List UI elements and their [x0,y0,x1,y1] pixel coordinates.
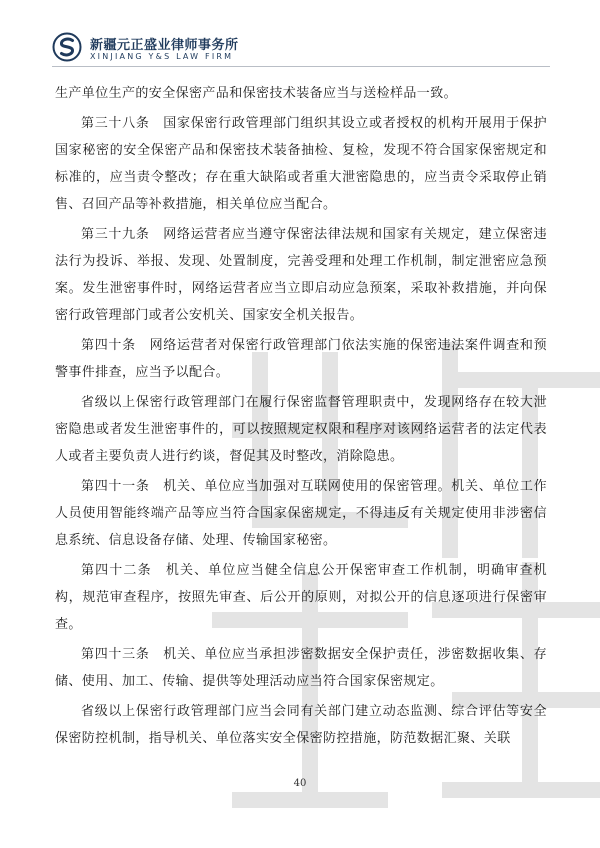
article-43-paragraph-2: 省级以上保密行政管理部门应当会同有关部门建立动态监测、综合评估等安全保密防控机制，指导机关、单位落实安全保密防控措施，防范数据汇聚、关联 [55,704,547,746]
article-40: 第四十条 网络运营者对保密行政管理部门依法实施的保密违法案件调查和预警事件排查，应当予以配合。 [55,338,547,380]
article-43: 第四十三条 机关、单位应当承担涉密数据安全保护责任，涉密数据收集、存储、使用、加工、传输、提供等处理活动应当符合国家保密规定。 [55,647,547,689]
firm-name-cn: 新疆元正盛业律师事务所 [90,38,239,53]
paragraph-continuation: 生产单位生产的安全保密产品和保密技术装备应当与送检样品一致。 [55,86,458,101]
article-41: 第四十一条 机关、单位应当加强对互联网使用的保密管理。机关、单位工作人员使用智能终端产品等应当符合国家保密规定，不得违反有关规定使用非涉密信息系统、信息设备存储、处理、传输国家秘密。 [55,479,547,548]
document-body [55,80,547,755]
article-38: 第三十八条 国家保密行政管理部门组织其设立或者授权的机构开展用于保护国家秘密的安全保密产品和保密技术装备抽检、复检，发现不符合国家保密规定和标准的，应当责令整改；存在重大缺陷或者重大泄密隐患的，应当责令采取停止销售、召回产品等补救措施，相关单位应当配合。 [55,116,547,212]
letterhead [52,30,552,70]
article-39: 第三十九条 网络运营者应当遵守保密法律法规和国家有关规定，建立保密违法行为投诉、举报、发现、处置制度，完善受理和处理工作机制，制定泄密应急预案。发生泄密事件时，网络运营者应当立即启动应急预案，采取补救措施，并向保密行政管理部门或者公安机关、国家安全机关报告。 [55,227,547,323]
article-40-paragraph-2: 省级以上保密行政管理部门在履行保密监督管理职责中，发现网络存在较大泄密隐患或者发生泄密事件的，可以按照规定权限和程序对该网络运营者的法定代表人或者主要负责人进行约谈，督促其及时整改，消除隐患。 [55,395,547,464]
page-number: 40 [293,778,307,789]
header-divider [52,66,550,67]
firm-name-en: XINJIANG Y&S LAW FIRM [90,52,234,61]
article-42: 第四十二条 机关、单位应当健全信息公开保密审查工作机制，明确审查机构，规范审查程序，按照先审查、后公开的原则，对拟公开的信息逐项进行保密审查。 [55,563,547,632]
firm-logo-icon [52,32,82,62]
